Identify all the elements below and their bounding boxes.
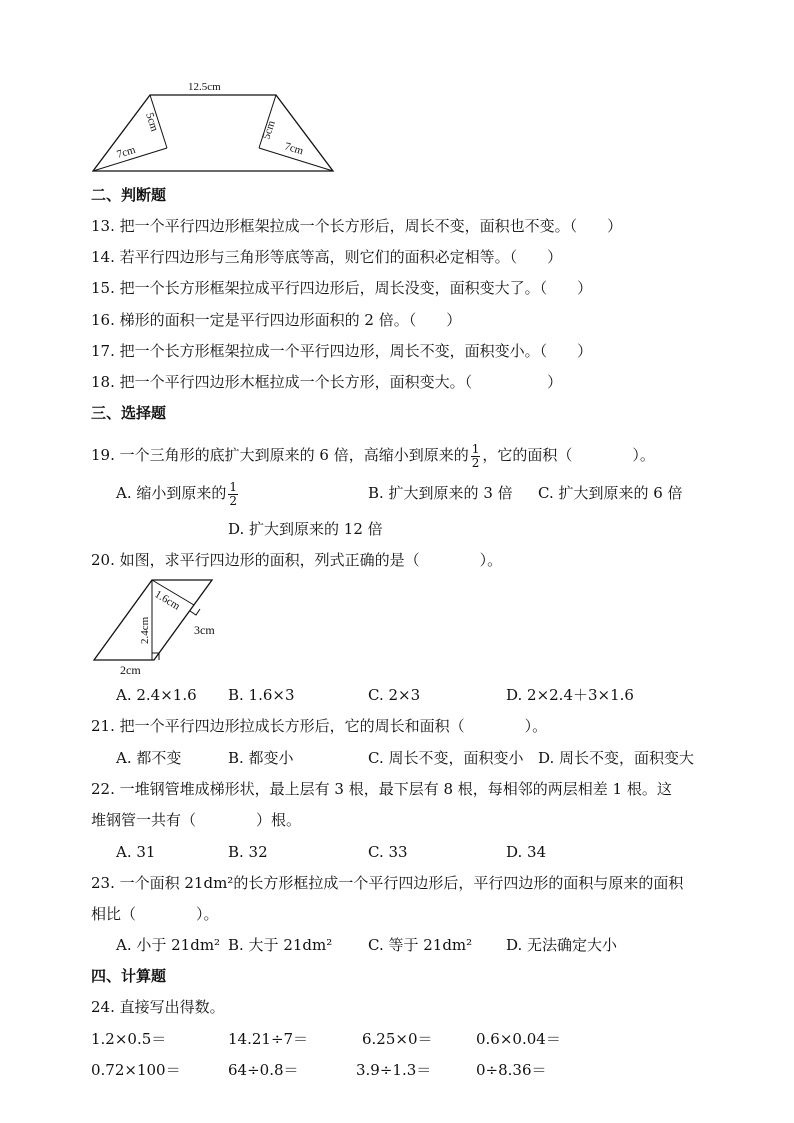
calc-item: 6.25×0＝ [362, 1030, 433, 1048]
option-20-a[interactable]: A. 2.4×1.6 [116, 686, 197, 704]
option-23-a[interactable]: A. 小于 21dm² [116, 936, 221, 954]
question-23-line1: 23. 一个面积 21dm²的长方形框拉成一个平行四边形后，平行四边形的面积与原来的面积 [91, 874, 684, 892]
option-21-d[interactable]: D. 周长不变，面积变大 [538, 749, 695, 767]
option-21-c[interactable]: C. 周长不变，面积变小 [368, 749, 524, 767]
section-title-choice: 三、选择题 [91, 404, 167, 422]
fraction-denominator: 2 [471, 455, 480, 470]
fig20-label-2cm: 2cm [120, 663, 141, 677]
fraction-denominator: 2 [229, 493, 238, 508]
calc-item: 3.9÷1.3＝ [356, 1061, 432, 1079]
question-20: 20. 如图，求平行四边形的面积，列式正确的是（ ）。 [91, 551, 503, 569]
calc-item: 0.72×100＝ [91, 1061, 181, 1079]
option-23-b[interactable]: B. 大于 21dm² [228, 936, 333, 954]
question-17: 17. 把一个长方形框架拉成一个平行四边形，周长不变，面积变小。（ ） [91, 342, 593, 360]
section-title-calculation: 四、计算题 [91, 967, 167, 985]
trapezoid-right-slant-label: 7cm [283, 140, 305, 158]
option-19-c[interactable]: C. 扩大到原来的 6 倍 [538, 484, 683, 502]
question-13: 13. 把一个平行四边形框架拉成一个长方形后，周长不变，面积也不变。（ ） [91, 217, 623, 235]
option-21-b[interactable]: B. 都变小 [228, 749, 294, 767]
question-18: 18. 把一个平行四边形木框拉成一个长方形，面积变大。（ ） [91, 373, 563, 391]
right-angle-mark-side [190, 609, 200, 615]
parallelogram-figure [88, 572, 248, 682]
question-22-line2: 堆钢管一共有（ ）根。 [91, 811, 302, 829]
calc-item: 1.2×0.5＝ [91, 1030, 167, 1048]
option-21-a[interactable]: A. 都不变 [116, 749, 182, 767]
option-20-d[interactable]: D. 2×2.4＋3×1.6 [506, 686, 634, 704]
calc-item: 0.6×0.04＝ [476, 1030, 561, 1048]
fraction-numerator: 1 [471, 441, 480, 456]
trapezoid-left-slant-label: 7cm [115, 143, 138, 161]
fraction-numerator: 1 [229, 479, 238, 494]
calc-item: 0÷8.36＝ [476, 1061, 547, 1079]
question-19-text-post: ，它的面积（ ）。 [482, 446, 655, 464]
fig20-label-1.6cm: 1.6cm [152, 588, 182, 613]
question-21: 21. 把一个平行四边形拉成长方形后，它的周长和面积（ ）。 [91, 717, 548, 735]
option-19-a[interactable] [116, 480, 240, 508]
question-16: 16. 梯形的面积一定是平行四边形面积的 2 倍。（ ） [91, 311, 462, 329]
question-19-fraction [471, 443, 481, 470]
trapezoid-left-height-label: 5cm [143, 111, 161, 133]
option-22-d[interactable]: D. 34 [506, 843, 547, 861]
question-24: 24. 直接写出得数。 [91, 998, 225, 1016]
option-22-a[interactable]: A. 31 [116, 843, 156, 861]
calc-item: 64÷0.8＝ [228, 1061, 299, 1079]
trapezoid-figure [88, 78, 348, 178]
question-19 [91, 442, 655, 470]
option-22-b[interactable]: B. 32 [228, 843, 268, 861]
option-19-a-text: A. 缩小到原来的 [116, 484, 227, 502]
fig20-label-3cm: 3cm [194, 623, 215, 637]
calc-item: 14.21÷7＝ [228, 1030, 309, 1048]
fig20-label-2.4cm: 2.4cm [139, 616, 151, 644]
option-20-b[interactable]: B. 1.6×3 [228, 686, 295, 704]
option-19-d[interactable]: D. 扩大到原来的 12 倍 [228, 520, 383, 538]
question-19-text-pre: 19. 一个三角形的底扩大到原来的 6 倍，高缩小到原来的 [91, 446, 469, 464]
trapezoid-right-height-label: 5cm [260, 119, 278, 141]
question-15: 15. 把一个长方形框架拉成平行四边形后，周长没变，面积变大了。（ ） [91, 279, 593, 297]
question-22-line1: 22. 一堆钢管堆成梯形状，最上层有 3 根，最下层有 8 根，每相邻的两层相差 1 根。这 [91, 780, 672, 798]
trapezoid-top-label: 12.5cm [188, 81, 221, 93]
option-23-c[interactable]: C. 等于 21dm² [368, 936, 473, 954]
question-23-line2: 相比（ ）。 [91, 905, 219, 923]
option-19-a-fraction [228, 481, 238, 508]
option-22-c[interactable]: C. 33 [368, 843, 408, 861]
option-19-b[interactable]: B. 扩大到原来的 3 倍 [368, 484, 513, 502]
section-title-judgment: 二、判断题 [91, 186, 167, 204]
question-14: 14. 若平行四边形与三角形等底等高，则它们的面积必定相等。（ ） [91, 248, 563, 266]
parallelogram-outline [94, 580, 212, 660]
option-23-d[interactable]: D. 无法确定大小 [506, 936, 618, 954]
option-20-c[interactable]: C. 2×3 [368, 686, 421, 704]
